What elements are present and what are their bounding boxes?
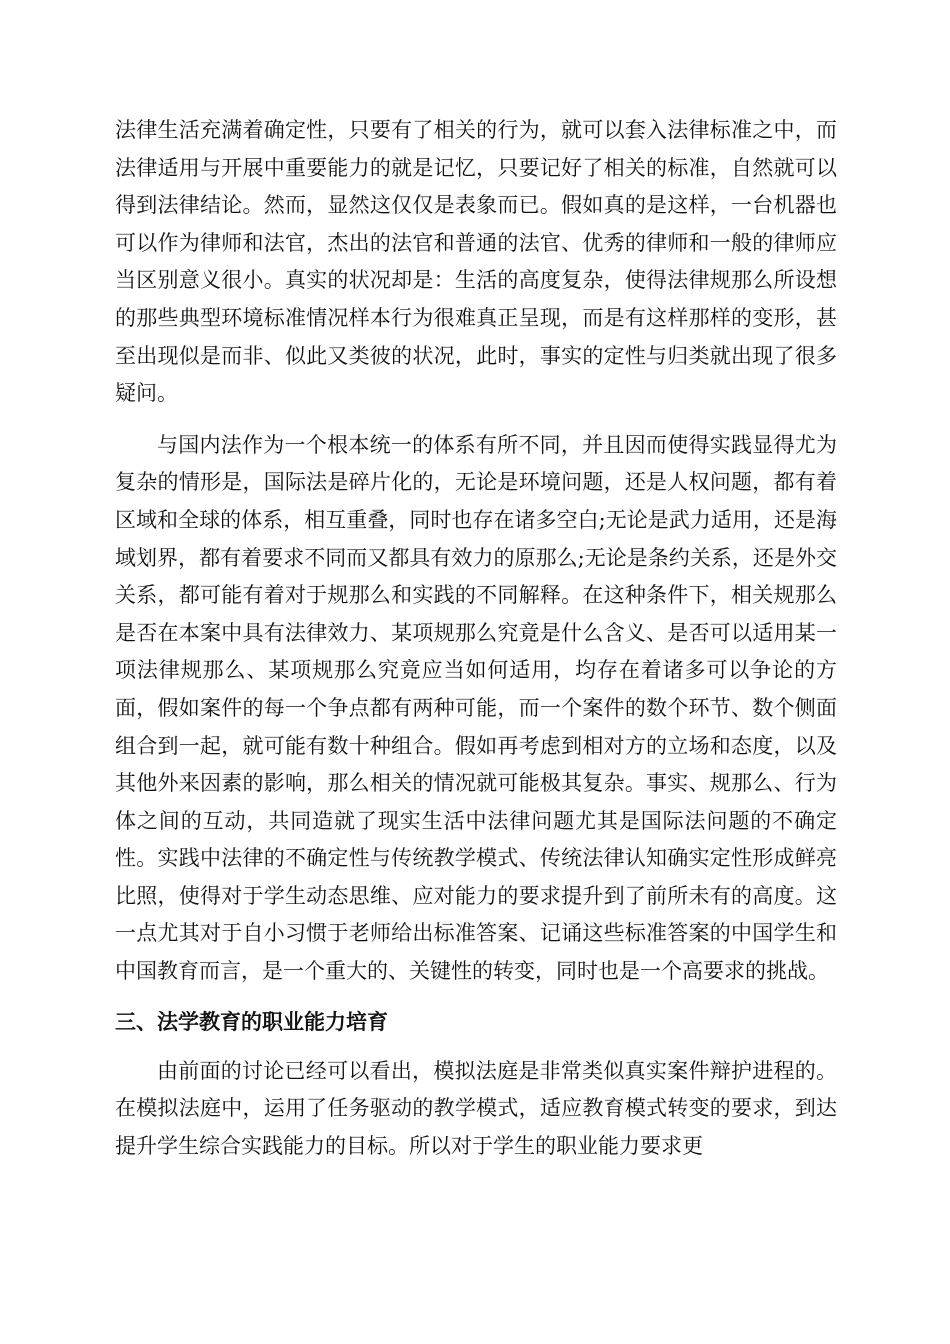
- body-paragraph-3: 由前面的讨论已经可以看出，模拟法庭是非常类似真实案件辩护进程的。在模拟法庭中，运用了任务驱动的教学模式，适应教育模式转变的要求，到达提升学生综合实践能力的目标。所以对于学生的职业能力要求更: [115, 1058, 837, 1158]
- body-paragraph-1: 法律生活充满着确定性，只要有了相关的行为，就可以套入法律标准之中，而法律适用与开展中重要能力的就是记忆，只要记好了相关的标准，自然就可以得到法律结论。然而，显然这仅仅是表象而已。假如真的是这样，一台机器也可以作为律师和法官，杰出的法官和普通的法官、优秀的律师和一般的律师应当区别意义很小。真实的状况却是：生活的高度复杂，使得法律规那么所设想的那些典型环境标准情况样本行为很难真正呈现，而是有这样那样的变形，甚至出现似是而非、似此又类彼的状况，此时，事实的定性与归类就出现了很多疑问。: [115, 118, 837, 406]
- section-heading: 三、法学教育的职业能力培育: [115, 1009, 388, 1034]
- body-paragraph-2: 与国内法作为一个根本统一的体系有所不同，并且因而使得实践显得尤为复杂的情形是，国际法是碎片化的，无论是环境问题，还是人权问题，都有着区域和全球的体系，相互重叠，同时也存在诸多空白;无论是武力适用，还是海域划界，都有着要求不同而又都具有效力的原那么;无论是条约关系，还是外交关系，都可能有着对于规那么和实践的不同解释。在这种条件下，相关规那么是否在本案中具有法律效力、某项规那么究竟是什么含义、是否可以适用某一项法律规那么、某项规那么究竟应当如何适用，均存在着诸多可以争论的方面，假如案件的每一个争点都有两种可能，而一个案件的数个环节、数个侧面组合到一起，就可能有数十种组合。假如再考虑到相对方的立场和态度，以及其他外来因素的影响，那么相关的情况就可能极其复杂。事实、规那么、行为体之间的互动，共同造就了现实生活中法律问题尤其是国际法问题的不确定性。实践中法律的不确定性与传统教学模式、传统法律认知确实定性形成鲜亮比照，使得对于学生动态思维、应对能力的要求提升到了前所未有的高度。这一点尤其对于自小习惯于老师给出标准答案、记诵这些标准答案的中国学生和中国教育而言，是一个重大的、关键性的转变，同时也是一个高要求的挑战。: [115, 432, 837, 984]
- document-page: [115, 112, 837, 1165]
